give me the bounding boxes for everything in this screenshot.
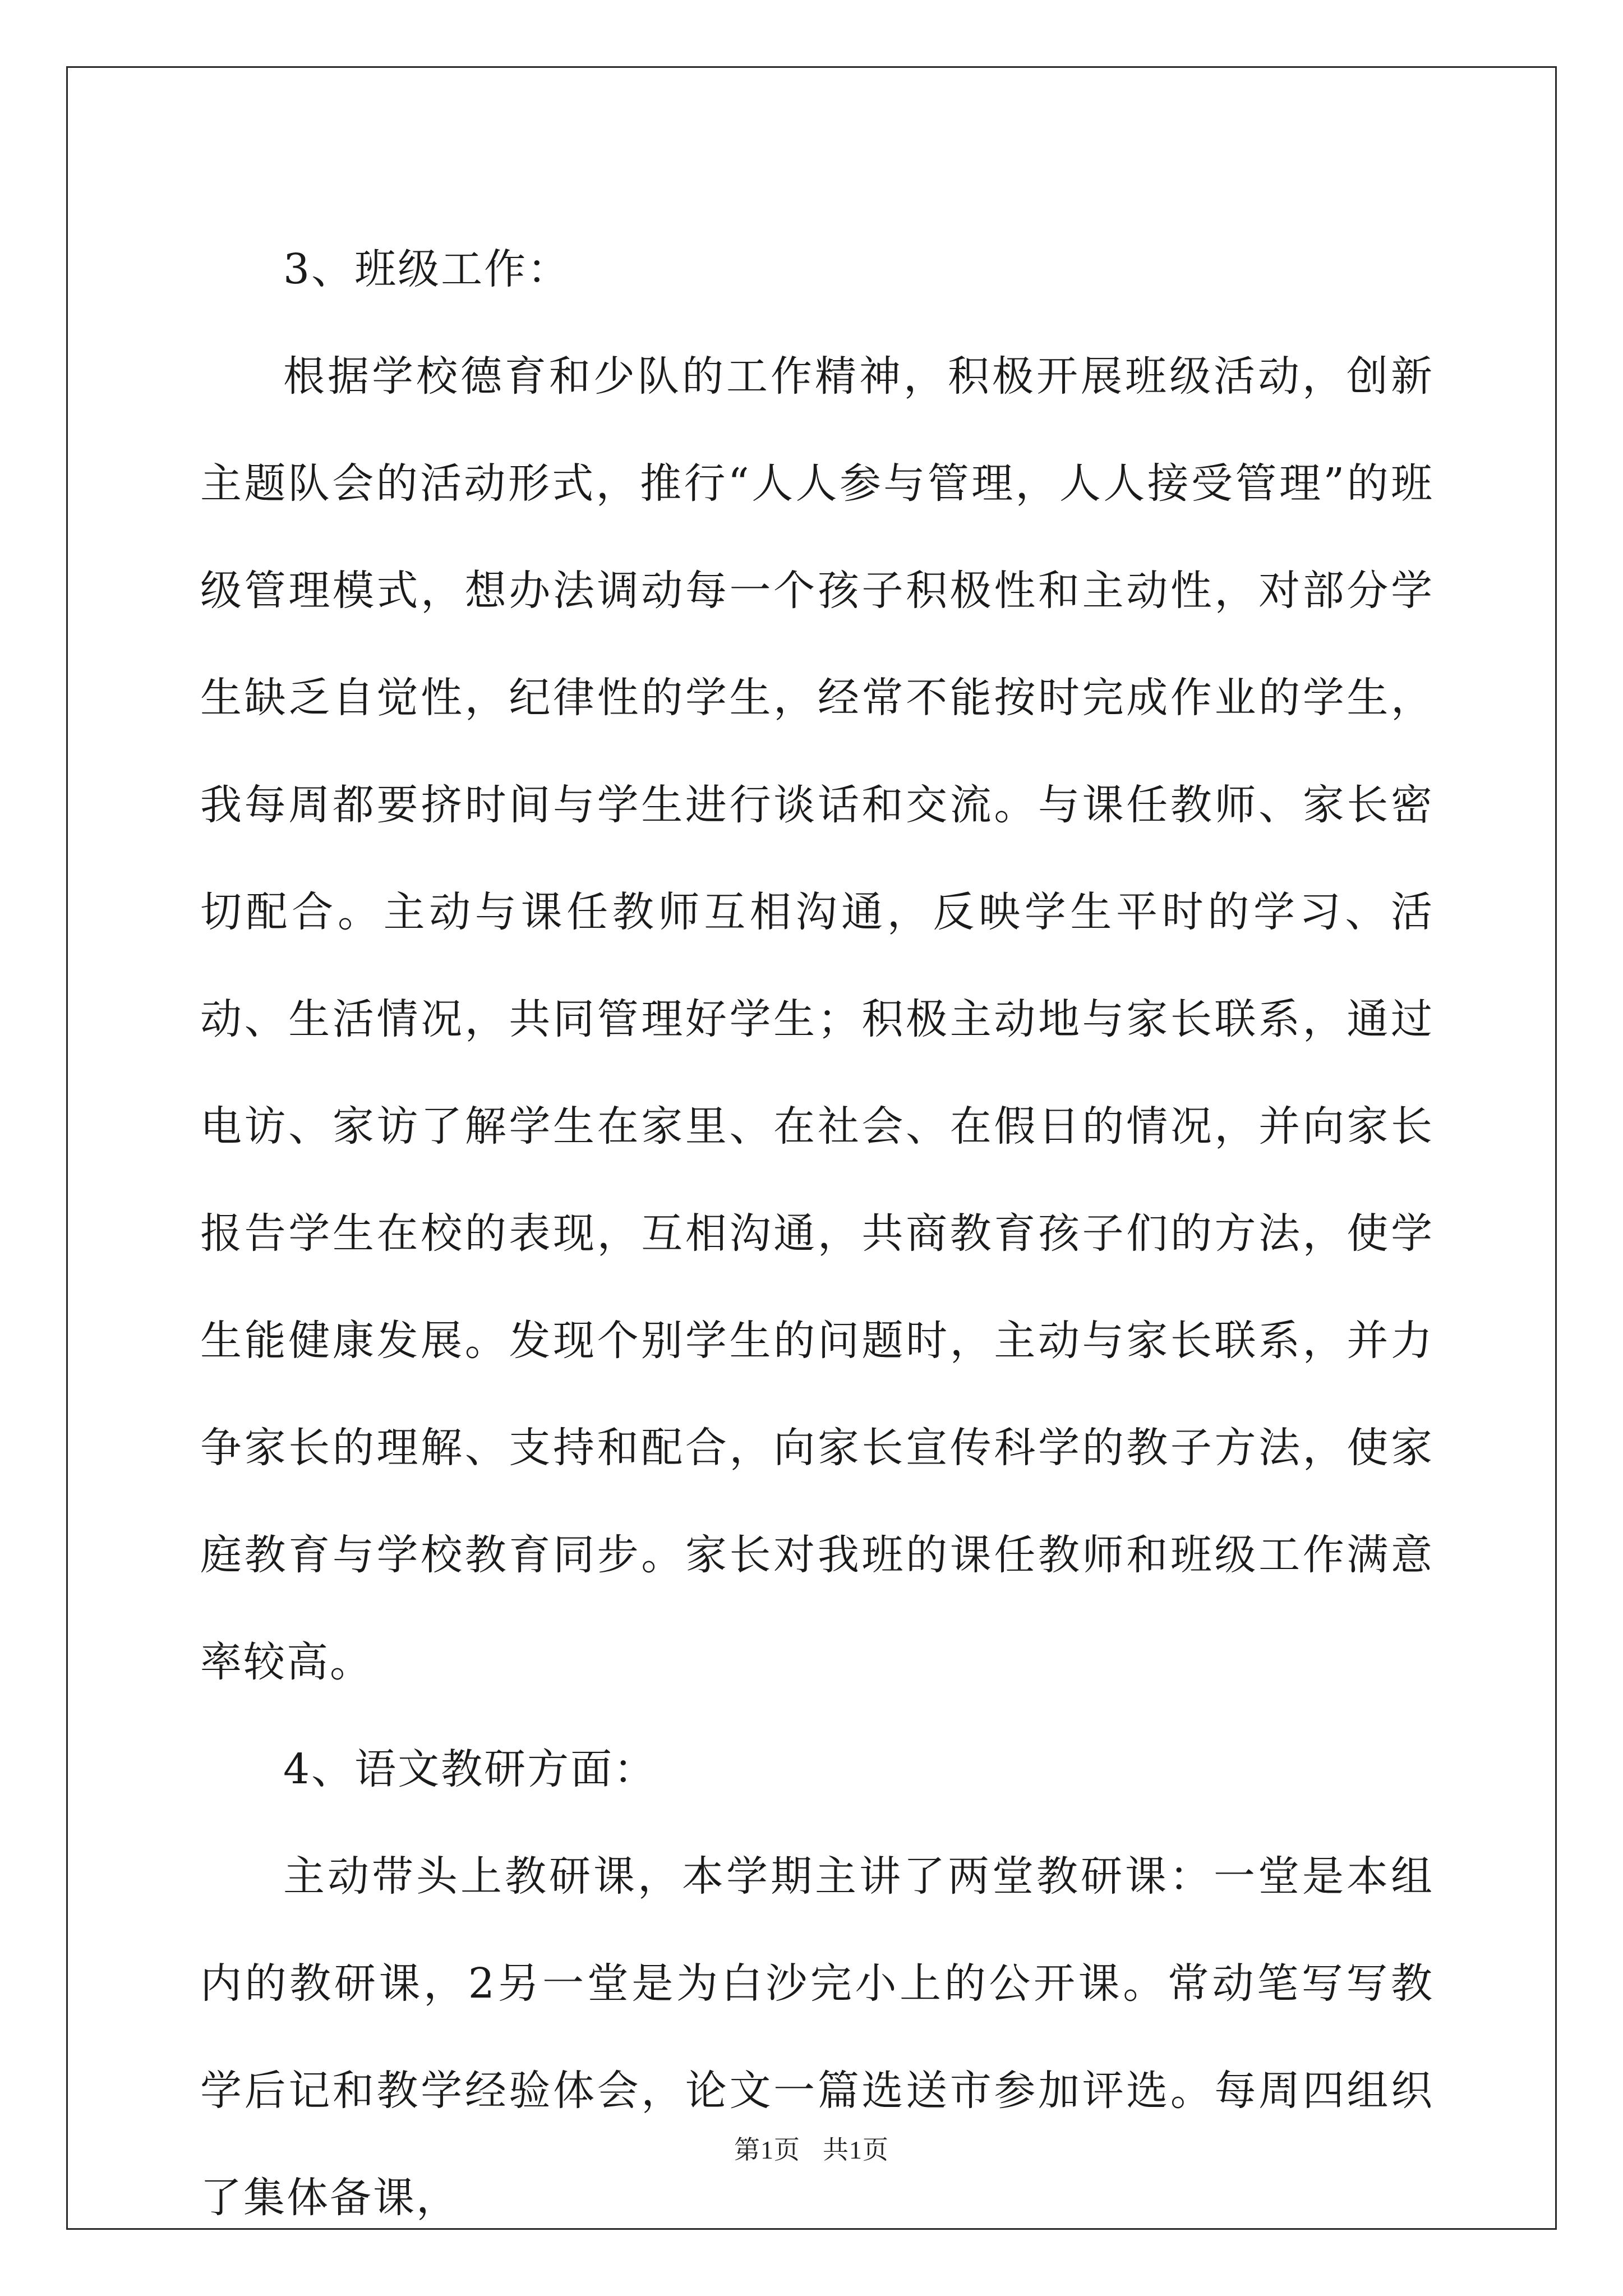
section-heading-chinese-research: 4、语文教研方面：: [283, 1745, 657, 1793]
document-body: [200, 216, 1434, 2252]
page-number: 第1页: [734, 2136, 800, 2164]
page-total: 共1页: [823, 2136, 889, 2164]
section-paragraph-chinese-research: 主动带头上教研课，本学期主讲了两堂教研课：一堂是本组内的教研课，2另一堂是为白沙完小上的公开课。常动笔写写教学后记和教学经验体会，论文一篇选送市参加评选。每周四组织了集体备课，: [200, 1852, 1434, 2222]
section-paragraph-class-work: 根据学校德育和少队的工作精神，积极开展班级活动，创新主题队会的活动形式，推行“人人参与管理，人人接受管理”的班级管理模式，想办法调动每一个孩子积极性和主动性，对部分学生缺乏自觉性，纪律性的学生，经常不能按时完成作业的学生，我每周都要挤时间与学生进行谈话和交流。与课任教师、家长密切配合。主动与课任教师互相沟通，反映学生平时的学习、活动、生活情况，共同管理好学生；积极主动地与家长联系，通过电访、家访了解学生在家里、在社会、在假日的情况，并向家长报告学生在校的表现，互相沟通，共商教育孩子们的方法，使学生能健康发展。发现个别学生的问题时，主动与家长联系，并力争家长的理解、支持和配合，向家长宣传科学的教子方法，使家庭教育与学校教育同步。家长对我班的课任教师和班级工作满意率较高。: [200, 352, 1434, 1686]
section-heading-class-work: 3、班级工作：: [283, 245, 571, 293]
page-footer: [0, 2129, 1623, 2166]
